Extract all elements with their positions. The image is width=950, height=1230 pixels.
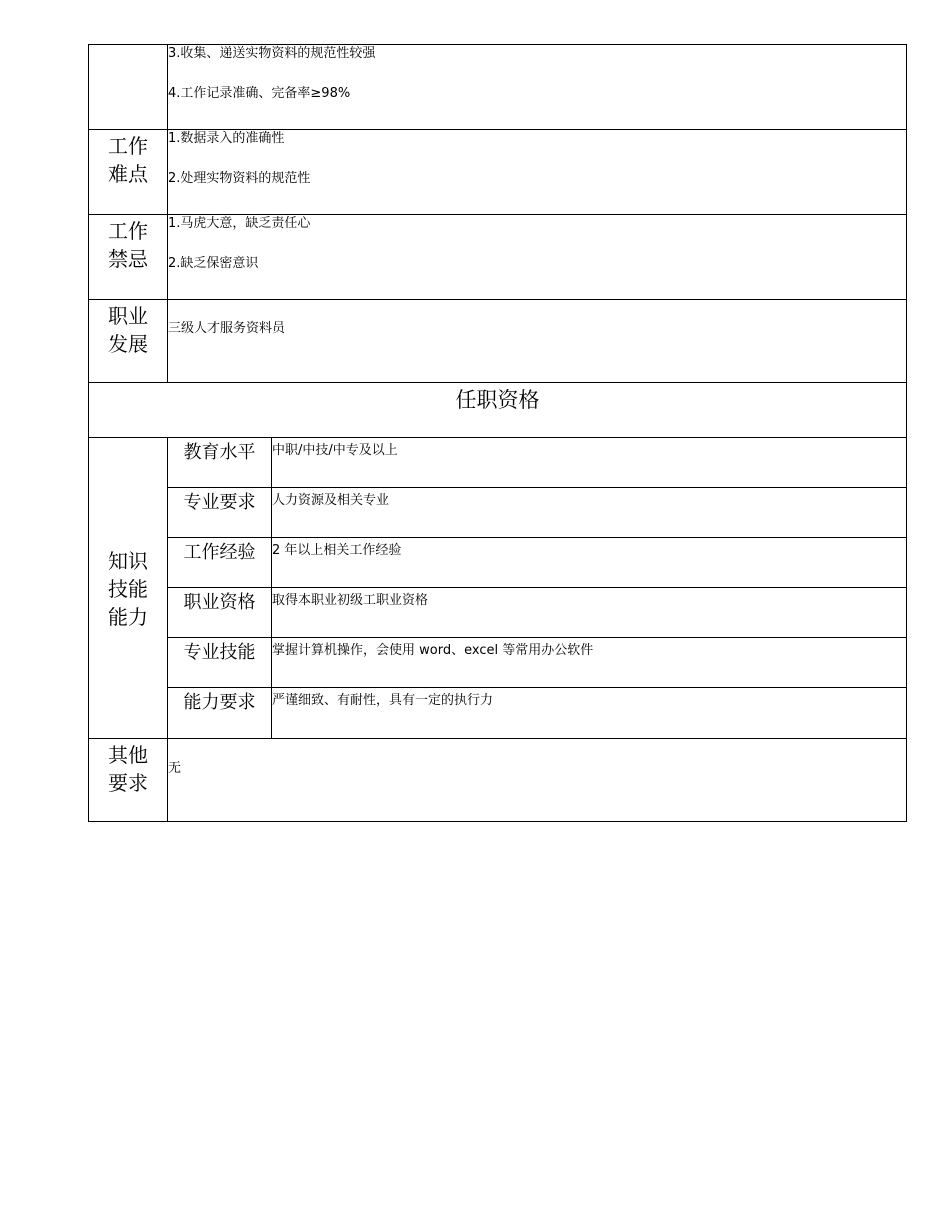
job-description-table	[88, 44, 907, 822]
row-other	[89, 739, 907, 822]
other-content	[168, 739, 907, 822]
qualification-row	[89, 688, 907, 739]
knowledge-skills-label: 知识技能能力	[89, 438, 168, 739]
standards-content	[168, 45, 907, 130]
qualification-row	[89, 538, 907, 588]
education-label: 教育水平	[168, 438, 272, 488]
row-taboos	[89, 215, 907, 300]
standards-line-3: 3.收集、递送实物资料的规范性较强	[168, 46, 376, 61]
taboos-label: 工作禁忌	[89, 215, 168, 300]
education-value: 中职/中技/中专及以上	[272, 438, 907, 488]
experience-value: 2 年以上相关工作经验	[272, 538, 907, 588]
certification-value: 取得本职业初级工职业资格	[272, 588, 907, 638]
standards-label	[89, 45, 168, 130]
qualification-row	[89, 638, 907, 688]
skills-value: 掌握计算机操作，会使用 word、excel 等常用办公软件	[272, 638, 907, 688]
qualification-title: 任职资格	[89, 383, 907, 438]
row-qualification-title	[89, 383, 907, 438]
difficulties-content	[168, 130, 907, 215]
difficulties-line-2: 2.处理实物资料的规范性	[168, 171, 311, 186]
row-career	[89, 300, 907, 383]
career-line-1: 三级人才服务资料员	[168, 321, 286, 336]
skills-label: 专业技能	[168, 638, 272, 688]
experience-label: 工作经验	[168, 538, 272, 588]
other-value: 无	[168, 761, 182, 776]
ability-value: 严谨细致、有耐性，具有一定的执行力	[272, 688, 907, 739]
major-value: 人力资源及相关专业	[272, 488, 907, 538]
ability-label: 能力要求	[168, 688, 272, 739]
difficulties-label: 工作难点	[89, 130, 168, 215]
qualification-row	[89, 588, 907, 638]
other-label: 其他要求	[89, 739, 168, 822]
qualification-row	[89, 488, 907, 538]
row-difficulties	[89, 130, 907, 215]
difficulties-line-1: 1.数据录入的准确性	[168, 131, 285, 146]
major-label: 专业要求	[168, 488, 272, 538]
qualification-row	[89, 438, 907, 488]
taboos-line-1: 1.马虎大意，缺乏责任心	[168, 216, 311, 231]
career-label: 职业发展	[89, 300, 168, 383]
standards-line-4: 4.工作记录准确、完备率≥98%	[168, 86, 351, 101]
career-content	[168, 300, 907, 383]
taboos-content	[168, 215, 907, 300]
certification-label: 职业资格	[168, 588, 272, 638]
row-standards	[89, 45, 907, 130]
taboos-line-2: 2.缺乏保密意识	[168, 256, 259, 271]
